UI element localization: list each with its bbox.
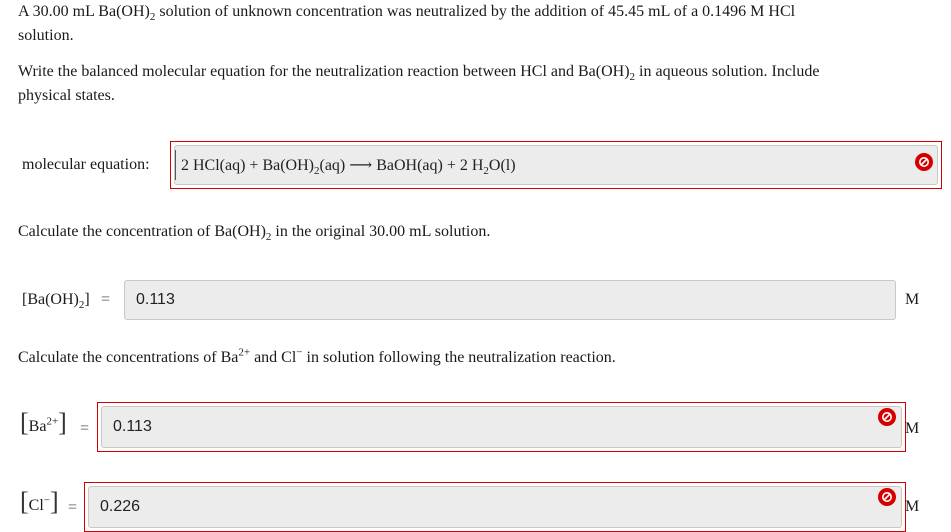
eq-a: 2 HCl(aq) + Ba(OH) [181,157,314,174]
bracket-right: ] [50,487,59,516]
q3-unit-1: M [905,420,920,437]
cl-text: Cl [28,497,44,514]
q2-label-a: [Ba(OH) [22,291,79,308]
unit-label [905,498,919,516]
ba-oh2-value: 0.113 [136,291,175,308]
superscript: 2+ [46,415,59,428]
ba-ion-label [20,408,67,437]
q3-equals-2: = [68,499,78,516]
eq-b: (aq) ⟶ BaOH(aq) + 2 H [319,157,484,174]
q1-prompt-a: Write the balanced molecular equation for the neutralization reaction between HCl and Ba(OH) [18,63,630,80]
subscript: 2 [78,299,85,312]
bracket-right: ] [58,408,67,437]
eq-c: O(l) [488,157,516,174]
error-icon [915,153,933,171]
bracket-left: [ [20,487,29,516]
ba-ion-value: 0.113 [113,418,152,435]
equals-sign [80,419,89,439]
cursor-bar [175,150,176,180]
q3-prompt-a: Calculate the concentrations of Ba [18,349,239,366]
subscript: 2 [265,231,272,244]
superscript: − [296,346,303,359]
error-icon [878,408,896,426]
problem-text-1: A 30.00 mL Ba(OH) [18,3,150,20]
equation-value [181,155,516,178]
molecular-equation-label [22,155,150,175]
question-2-prompt [18,222,490,242]
question-3-prompt [18,348,616,368]
question-1-prompt-line2 [18,86,115,106]
q1-label: molecular equation: [22,156,150,173]
problem-statement-line2 [18,26,74,46]
equals-sign [101,290,110,310]
problem-text-2: solution of unknown concentration was neutralized by the addition of 45.45 mL of a 0.1496 M HCl [155,3,796,20]
bracket-left: [ [20,408,29,437]
ba-oh2-concentration-field[interactable] [124,280,896,320]
q3-equals-1: = [80,420,90,437]
cl-ion-label [20,487,59,516]
subscript: 2 [483,165,489,178]
error-icon [878,488,896,506]
subscript: 2 [149,11,156,24]
q3-prompt-b: and Cl [250,349,297,366]
superscript: 2+ [238,346,251,359]
q1-prompt-c: physical states. [18,87,115,104]
q3-unit-2: M [905,498,920,515]
q2-unit: M [905,291,920,308]
molecular-equation-field[interactable] [174,145,938,185]
ba-ion-concentration-field[interactable] [101,406,902,448]
superscript: − [43,494,51,507]
q2-prompt-b: in the original 30.00 mL solution. [271,223,491,240]
subscript: 2 [629,71,636,84]
unit-label [905,291,919,309]
q2-label-b: ] [84,291,90,308]
subscript: 2 [314,165,320,178]
problem-text-3: solution. [18,27,74,44]
cl-ion-concentration-field[interactable] [88,486,902,528]
q2-prompt-a: Calculate the concentration of Ba(OH) [18,223,266,240]
ba-text: Ba [28,418,47,435]
cl-ion-value: 0.226 [100,498,141,515]
equals-sign [68,498,77,518]
problem-statement [18,2,795,22]
question-1-prompt [18,62,819,82]
unit-label [905,420,919,438]
q1-prompt-b: in aqueous solution. Include [635,63,820,80]
q3-prompt-c: in solution following the neutralization reaction. [302,349,616,366]
ba-oh2-label [22,290,90,310]
q2-equals: = [101,291,111,308]
